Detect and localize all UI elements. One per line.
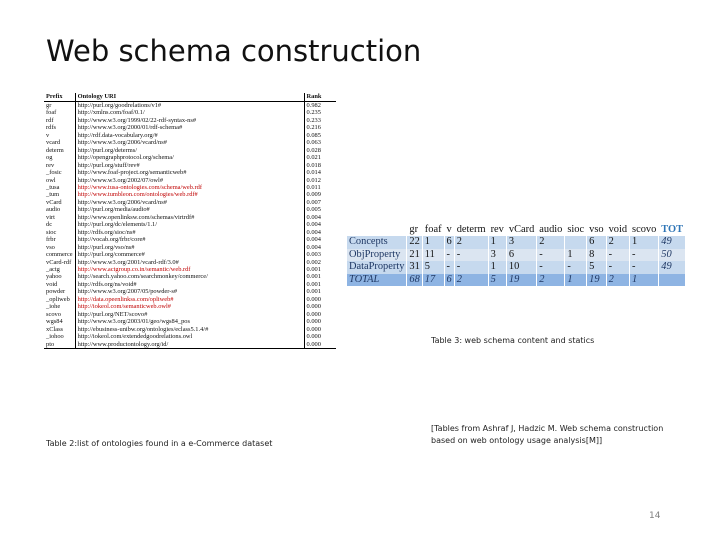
stats-cell: 2: [537, 236, 565, 249]
ontology-row: [44, 154, 336, 161]
stats-cell: 6: [444, 274, 454, 287]
uri-cell: http://rdfs.org/sioc/ns#: [75, 229, 304, 236]
uri-cell: http://www.actgroup.co.in/semantic/web.rdf: [75, 266, 304, 273]
uri-cell: http://www.w3.org/2006/vcard/ns#: [75, 199, 304, 206]
rank-cell: 0.000: [304, 311, 336, 318]
stats-col-header: vso: [587, 200, 606, 236]
stats-cell: 1: [488, 236, 506, 249]
stats-cell: 17: [422, 274, 444, 287]
stats-cell: -: [444, 261, 454, 274]
rank-cell: 0.012: [304, 177, 336, 184]
rank-cell: 0.003: [304, 251, 336, 258]
stats-cell: -: [630, 261, 659, 274]
stats-cell: 11: [422, 249, 444, 262]
uri-cell: http://opengraphprotocol.org/schema/: [75, 154, 304, 161]
rank-cell: 0.235: [304, 109, 336, 116]
rank-cell: 0.000: [304, 341, 336, 349]
stats-row-label: DataProperty: [349, 261, 405, 272]
stats-cell: 5: [488, 274, 506, 287]
uri-cell: http://purl.org/determs/: [75, 147, 304, 154]
stats-col-header: vCard: [506, 200, 536, 236]
ontology-row: [44, 184, 336, 191]
prefix-cell: frbr: [46, 236, 56, 244]
ontology-row: [44, 139, 336, 146]
stats-cell: 31: [407, 261, 422, 274]
stats-cell: -: [454, 249, 488, 262]
stats-cell: 21: [407, 249, 422, 262]
stats-col-header: scovo: [630, 200, 659, 236]
stats-col-header: gr: [407, 200, 422, 236]
rank-cell: 0.002: [304, 259, 336, 266]
prefix-cell: _fosic: [46, 169, 62, 177]
uri-cell: http://vocab.org/frbr/core#: [75, 236, 304, 243]
stats-cell: 3: [506, 236, 536, 249]
stats-col-header: sioc: [565, 200, 587, 236]
prefix-cell: vso: [46, 243, 55, 251]
stats-cell: -: [537, 261, 565, 274]
stats-cell: 6: [587, 236, 606, 249]
uri-cell: http://www.openlinksw.com/schemas/virtrdf#: [75, 214, 304, 221]
prefix-cell: _iohoo: [46, 333, 64, 341]
stats-row: [347, 274, 685, 287]
rank-cell: 0.004: [304, 236, 336, 243]
prefix-cell: pto: [44, 341, 75, 349]
prefix-cell: yahoo: [46, 273, 62, 281]
prefix-cell: xClass: [46, 325, 64, 333]
stats-col-header: v: [444, 200, 454, 236]
ontology-row: [44, 221, 336, 228]
uri-cell: http://purl.org/stuff/rev#: [75, 162, 304, 169]
prefix-cell: foaf: [46, 109, 57, 117]
rank-cell: 0.004: [304, 229, 336, 236]
col-rank: Rank: [304, 93, 336, 102]
rank-cell: 0.009: [304, 191, 336, 198]
stats-cell: -: [454, 261, 488, 274]
slide-title: Web schema construction: [46, 34, 422, 68]
col-prefix: Prefix: [44, 93, 75, 102]
ontology-row: [44, 236, 336, 243]
ontology-table: [44, 93, 336, 349]
source-note: [Tables from Ashraf J, Hadzic M. Web schema construction based on web ontology usage analysis[M]]: [431, 424, 664, 445]
rank-cell: 0.004: [304, 221, 336, 228]
stats-col-header: [347, 200, 407, 236]
ontology-row: [44, 206, 336, 213]
ontology-row: [44, 162, 336, 169]
prefix-cell: vCard: [46, 198, 62, 206]
stats-cell: 1: [488, 261, 506, 274]
uri-cell: http://data.opeenlinkss.com/opliweb#: [75, 296, 304, 303]
stats-row: [347, 249, 685, 262]
rank-cell: 0.063: [304, 139, 336, 146]
ontology-row: [44, 109, 336, 116]
uri-cell: http://www.w3.org/1999/02/22-rdf-syntax-ns#: [75, 117, 304, 124]
ontology-row: [44, 177, 336, 184]
stats-row-label: TOTAL: [347, 274, 407, 287]
ontology-row: [44, 281, 336, 288]
prefix-cell: powder: [46, 288, 66, 296]
uri-cell: http://www.foaf-project.org/semanticweb#: [75, 169, 304, 176]
prefix-cell: v: [46, 131, 50, 139]
stats-cell: 49: [659, 261, 685, 274]
uri-cell: http://www.w3.org/2001/vcard-rdf/3.0#: [75, 259, 304, 266]
rank-cell: 0.000: [304, 333, 336, 340]
stats-cell: 49: [659, 236, 685, 249]
stats-cell: [565, 236, 587, 249]
uri-cell: http://purl.org/dc/elements/1.1/: [75, 221, 304, 228]
uri-cell: http://www.w3.org/2007/05/powder-s#: [75, 288, 304, 295]
stats-col-header: TOT: [659, 200, 685, 236]
prefix-cell: sioc: [46, 228, 57, 236]
uri-cell: http://search.yahoo.com/searchmonkey/commerce/: [75, 273, 304, 280]
stats-cell: 3: [488, 249, 506, 262]
stats-cell: 1: [630, 236, 659, 249]
prefix-cell: vCard-rdf: [46, 258, 72, 266]
stats-cell: 50: [659, 249, 685, 262]
uri-cell: http://www.productontology.org/id/: [75, 341, 304, 349]
ontology-row: [44, 251, 336, 258]
uri-cell: http://purl.org/goodrelations/v1#: [75, 102, 304, 110]
rank-cell: 0.233: [304, 117, 336, 124]
stats-cell: 1: [630, 274, 659, 287]
stats-cell: 2: [454, 274, 488, 287]
ontology-row: [44, 333, 336, 340]
stats-cell: -: [565, 261, 587, 274]
prefix-cell: owl: [46, 176, 56, 184]
uri-cell: http://purl.org/NET/scovo#: [75, 311, 304, 318]
rank-cell: 0.011: [304, 184, 336, 191]
ontology-row: [44, 303, 336, 310]
col-ontology-uri: Ontology URI: [75, 93, 304, 102]
ontology-row: [44, 132, 336, 139]
ontology-row: [44, 326, 336, 333]
rank-cell: 0.216: [304, 124, 336, 131]
rank-cell: 0.085: [304, 132, 336, 139]
stats-cell: -: [537, 249, 565, 262]
rank-cell: 0.001: [304, 273, 336, 280]
stats-col-header: foaf: [422, 200, 444, 236]
ontology-row: [44, 341, 336, 349]
ontology-row: [44, 191, 336, 198]
rank-cell: 0.000: [304, 296, 336, 303]
ontology-row: [44, 199, 336, 206]
prefix-cell: rev: [46, 161, 55, 169]
ontology-row: [44, 311, 336, 318]
ontology-row: [44, 288, 336, 295]
stats-cell: 19: [587, 274, 606, 287]
rank-cell: 0.007: [304, 199, 336, 206]
stats-cell: -: [444, 249, 454, 262]
uri-cell: http://purl.org/media/audio#: [75, 206, 304, 213]
uri-cell: http://purl.org/commerce#: [75, 251, 304, 258]
prefix-cell: gr: [46, 102, 52, 109]
prefix-cell: og: [46, 154, 53, 162]
stats-table-header: [347, 200, 685, 236]
stats-cell: 2: [606, 236, 629, 249]
ontology-row: [44, 259, 336, 266]
stats-cell: 8: [587, 249, 606, 262]
rank-cell: 0.000: [304, 326, 336, 333]
rank-cell: 0.982: [304, 102, 336, 110]
prefix-cell: _iohe: [46, 303, 61, 311]
uri-cell: http://www.tusa-ontologies.com/schema/web.rdf: [75, 184, 304, 191]
stats-cell: 2: [537, 274, 565, 287]
prefix-cell: _tusa: [46, 183, 60, 191]
stats-cell: 5: [587, 261, 606, 274]
stats-row: [347, 261, 685, 274]
ontology-row: [44, 318, 336, 325]
ontology-row: [44, 244, 336, 251]
stats-cell: 6: [506, 249, 536, 262]
uri-cell: http://xmlns.com/foaf/0.1/: [75, 109, 304, 116]
rank-cell: 0.001: [304, 266, 336, 273]
stats-col-header: rev: [488, 200, 506, 236]
prefix-cell: commerce: [46, 251, 73, 259]
stats-col-header: determ: [454, 200, 488, 236]
prefix-cell: _actg: [46, 265, 60, 273]
stats-row-label: ObjProperty: [349, 248, 401, 260]
rank-cell: 0.001: [304, 288, 336, 295]
rank-cell: 0.028: [304, 147, 336, 154]
ontology-row: [44, 273, 336, 280]
ontology-table-caption: Table 2:list of ontologies found in a e-Commerce dataset: [46, 439, 273, 448]
stats-row: [347, 236, 685, 249]
uri-cell: http://iokeol.com/extendedgoodrelations.owl: [75, 333, 304, 340]
stats-cell: 2: [606, 274, 629, 287]
uri-cell: http://www.tumbleon.com/ontologies/web.rdf#: [75, 191, 304, 198]
uri-cell: http://rdf.data-vocabulary.org/#: [75, 132, 304, 139]
prefix-cell: scovo: [46, 310, 61, 318]
uri-cell: http://purl.org/vso/ns#: [75, 244, 304, 251]
prefix-cell: rdf: [46, 116, 54, 124]
uri-cell: http://rdfs.org/ns/void#: [75, 281, 304, 288]
rank-cell: 0.004: [304, 244, 336, 251]
prefix-cell: vcard: [46, 139, 61, 147]
stats-cell: 19: [506, 274, 536, 287]
stats-cell: 5: [422, 261, 444, 274]
stats-cell: 6: [444, 236, 454, 249]
stats-cell: -: [630, 249, 659, 262]
page-number: 14: [649, 511, 661, 521]
prefix-cell: determ: [46, 146, 64, 154]
stats-cell: 22: [407, 236, 422, 249]
rank-cell: 0.000: [304, 318, 336, 325]
stats-col-header: void: [606, 200, 629, 236]
ontology-row: [44, 266, 336, 273]
ontology-row: [44, 147, 336, 154]
rank-cell: 0.018: [304, 162, 336, 169]
stats-cell: 1: [565, 274, 587, 287]
rank-cell: 0.021: [304, 154, 336, 161]
uri-cell: http://www.w3.org/2000/01/rdf-schema#: [75, 124, 304, 131]
uri-cell: http://www.w3.org/2003/01/geo/wgs84_pos: [75, 318, 304, 325]
ontology-row: [44, 229, 336, 236]
prefix-cell: dc: [46, 221, 53, 229]
rank-cell: 0.001: [304, 281, 336, 288]
stats-table: [347, 200, 685, 286]
prefix-cell: void: [46, 280, 58, 288]
stats-row-label: Concepts: [349, 236, 388, 247]
uri-cell: http://www.w3.org/2002/07/owl#: [75, 177, 304, 184]
rank-cell: 0.014: [304, 169, 336, 176]
prefix-cell: virt: [46, 213, 55, 221]
stats-cell: 1: [565, 249, 587, 262]
rank-cell: 0.000: [304, 303, 336, 310]
uri-cell: http://iokeol.com/semanticweb.owl#: [75, 303, 304, 310]
uri-cell: http://ebusiness-unibw.org/ontologies/eclass5.1.4/#: [75, 326, 304, 333]
prefix-cell: _opliweb: [46, 295, 70, 303]
ontology-row: [44, 169, 336, 176]
ontology-row: [44, 117, 336, 124]
stats-cell: [659, 274, 685, 287]
uri-cell: http://www.w3.org/2006/vcard/ns#: [75, 139, 304, 146]
stats-table-caption: Table 3: web schema content and statics: [431, 336, 595, 345]
ontology-table-header: [44, 93, 336, 102]
prefix-cell: _tum: [46, 191, 60, 199]
stats-cell: 68: [407, 274, 422, 287]
ontology-row: [44, 102, 336, 110]
stats-cell: 10: [506, 261, 536, 274]
ontology-row: [44, 124, 336, 131]
ontology-row: [44, 296, 336, 303]
prefix-cell: rdfs: [46, 124, 56, 132]
prefix-cell: wgs84: [46, 318, 63, 326]
stats-cell: 1: [422, 236, 444, 249]
prefix-cell: audio: [46, 206, 61, 214]
stats-cell: -: [606, 261, 629, 274]
stats-cell: -: [606, 249, 629, 262]
rank-cell: 0.005: [304, 206, 336, 213]
ontology-row: [44, 214, 336, 221]
stats-cell: 2: [454, 236, 488, 249]
stats-col-header: audio: [537, 200, 565, 236]
rank-cell: 0.004: [304, 214, 336, 221]
